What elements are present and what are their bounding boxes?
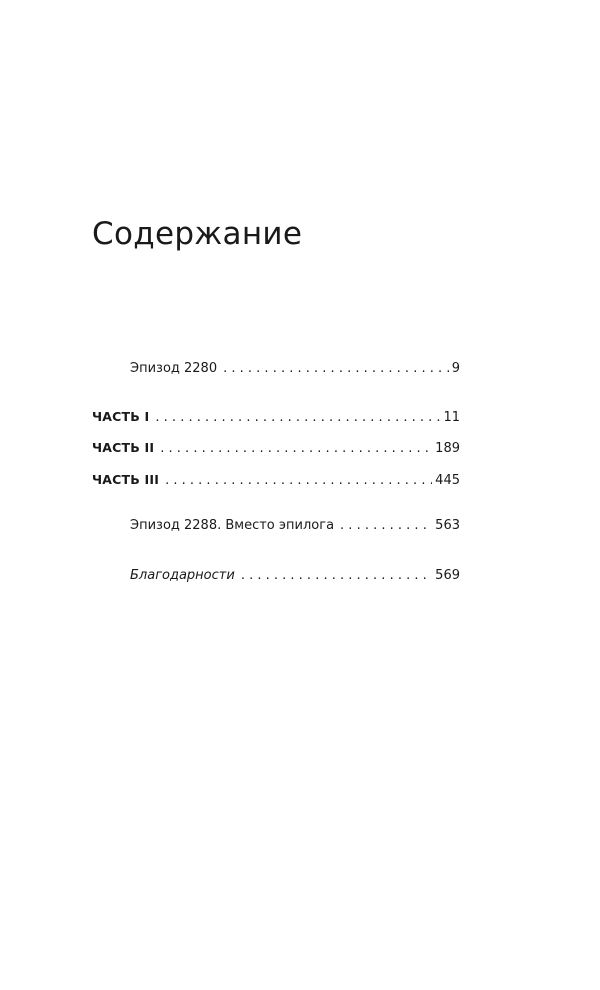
toc-entry-episode-2288 [130,518,460,534]
toc-entry-part-2 [92,440,460,457]
toc-entry-page-number: 569 [435,568,460,583]
dot-leader [155,410,440,426]
toc-entry-page-number: 11 [443,410,460,425]
dot-leader [160,441,432,457]
dot-leader [223,361,449,377]
toc-entry-label: ЧАСТЬ II [92,440,155,455]
toc-entry-label: Благодарности [130,568,235,583]
toc-entry-part-1 [92,409,460,426]
dot-leader [165,473,432,489]
toc-entry-label: Эпизод 2288. Вместо эпилога [130,518,335,533]
toc-entry-label: ЧАСТЬ III [92,472,160,487]
dot-leader [241,568,432,584]
toc-entry-part-3 [92,472,460,489]
toc-entry-acknowledgements [130,568,460,584]
toc-entry-page-number: 445 [435,473,460,488]
toc-entry-page-number: 189 [435,441,460,456]
dot-leader [340,518,432,534]
toc-entry-label: Эпизод 2280 [130,361,218,376]
toc-entry-page-number: 563 [435,518,460,533]
toc-entry-episode-2280 [130,361,460,377]
page-title: Содержание [92,216,303,252]
toc-entry-label: ЧАСТЬ I [92,409,150,424]
toc-entry-page-number: 9 [451,361,460,376]
